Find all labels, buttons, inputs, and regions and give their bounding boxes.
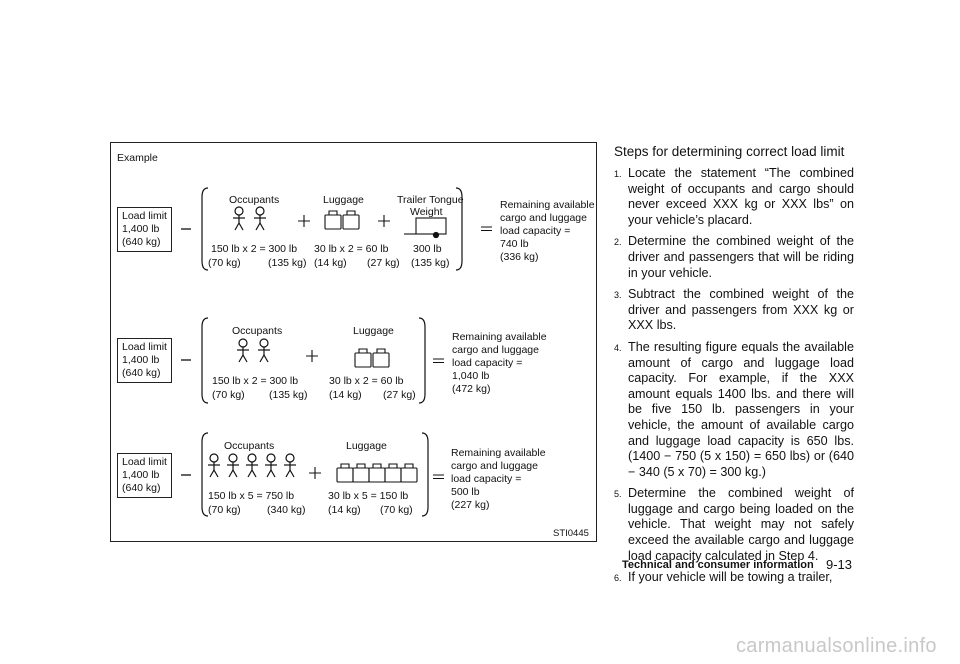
suitcase-icon — [355, 349, 371, 367]
person-icon — [246, 454, 258, 477]
step-item: 3. Subtract the combined weight of the driver and passengers from XXX kg or XXX lbs. — [614, 287, 854, 333]
close-bracket-icon — [419, 318, 425, 403]
suitcase-icon — [337, 464, 353, 482]
load-limit-lb: 1,400 lb — [122, 469, 160, 481]
plus-icon — [298, 215, 310, 227]
trailer-icon — [404, 218, 446, 238]
close-bracket-icon — [422, 433, 428, 516]
occupants-kg: (70 kg) — [208, 257, 241, 269]
load-limit-kg: (640 kg) — [122, 236, 161, 248]
suitcase-icon — [401, 464, 417, 482]
load-limit-label: Load limit — [122, 341, 167, 353]
person-icon — [254, 207, 266, 230]
luggage-calc: 30 lb x 2 = 60 lb — [314, 243, 389, 255]
step-item: 5. Determine the combined weight of luggage and cargo being loaded on the vehicle. That weight may not safely exceed the available cargo and luggage load capacity calculated in Step 4. — [614, 486, 854, 563]
luggage-label: Luggage — [346, 440, 387, 452]
load-limit-label: Load limit — [122, 210, 167, 222]
luggage-calc: 30 lb x 2 = 60 lb — [329, 375, 404, 387]
suitcase-icon — [343, 211, 359, 229]
luggage-kg: (14 kg) — [314, 257, 347, 269]
tongue-label-2: Weight — [410, 206, 443, 218]
equals-icon — [433, 359, 444, 363]
result-text-3: Remaining available cargo and luggage load capacity = 500 lb (227 kg) — [451, 447, 546, 511]
suitcase-icon — [353, 464, 369, 482]
occupants-kg: (70 kg) — [208, 504, 241, 516]
result-text-1: Remaining available cargo and luggage load capacity = 740 lb (336 kg) — [500, 199, 595, 263]
watermark: carmanualsonline.info — [736, 635, 937, 657]
person-icon — [237, 339, 249, 362]
occupants-total-kg: (135 kg) — [269, 389, 308, 401]
occupants-label: Occupants — [232, 325, 283, 337]
open-bracket-icon — [202, 318, 208, 403]
open-bracket-icon — [202, 433, 208, 516]
plus-icon — [378, 215, 390, 227]
load-limit-kg: (640 kg) — [122, 482, 161, 494]
luggage-total-kg: (27 kg) — [383, 389, 416, 401]
steps-heading: Steps for determining correct load limit — [614, 144, 845, 159]
step-item: 2. Determine the combined weight of the driver and passengers that will be riding in your vehicle. — [614, 234, 854, 280]
luggage-calc: 30 lb x 5 = 150 lb — [328, 490, 409, 502]
person-icon — [284, 454, 296, 477]
figure-code: STI0445 — [553, 528, 589, 539]
load-limit-lb: 1,400 lb — [122, 223, 160, 235]
luggage-kg: (14 kg) — [329, 389, 362, 401]
luggage-kg: (14 kg) — [328, 504, 361, 516]
tongue-lb: 300 lb — [413, 243, 442, 255]
person-icon — [265, 454, 277, 477]
footer-section: Technical and consumer information — [622, 559, 814, 571]
step-item: 6. If your vehicle will be towing a trailer, — [614, 570, 833, 585]
step-item: 1. Locate the statement “The combined weight of occupants and cargo should never exceed XXX kg or XXX lbs” on your vehicle’s placard. — [614, 166, 854, 227]
occupants-kg: (70 kg) — [212, 389, 245, 401]
occupants-calc: 150 lb x 5 = 750 lb — [208, 490, 295, 502]
occupants-label: Occupants — [224, 440, 275, 452]
occupants-calc: 150 lb x 2 = 300 lb — [212, 375, 299, 387]
luggage-label: Luggage — [353, 325, 394, 337]
plus-icon — [306, 350, 318, 362]
load-limit-kg: (640 kg) — [122, 367, 161, 379]
equals-icon — [481, 227, 492, 231]
tongue-label: Trailer Tongue — [397, 194, 464, 206]
suitcase-icon — [373, 349, 389, 367]
load-limit-label: Load limit — [122, 456, 167, 468]
person-icon — [258, 339, 270, 362]
step-item: 4. The resulting figure equals the available amount of cargo and luggage load capacity. For example, if the XXX amount equals 1400 lbs. and there will be five 150 lb. passengers in your vehicle, the amount of available cargo and luggage load capacity is 650 lbs. (1400 − 750 (5 x 150) = 650 lbs) or (640 − 340 (5 x 70) = 300 kg.) — [614, 339, 854, 479]
luggage-total-kg: (27 kg) — [367, 257, 400, 269]
load-example-figure — [110, 142, 597, 542]
person-icon — [208, 454, 220, 477]
occupants-total-kg: (340 kg) — [267, 504, 306, 516]
occupants-calc: 150 lb x 2 = 300 lb — [211, 243, 298, 255]
occupants-total-kg: (135 kg) — [268, 257, 307, 269]
luggage-total-kg: (70 kg) — [380, 504, 413, 516]
figure-graphics — [111, 143, 596, 541]
occupants-label: Occupants — [229, 194, 280, 206]
luggage-label: Luggage — [323, 194, 364, 206]
load-limit-lb: 1,400 lb — [122, 354, 160, 366]
page-number: 9-13 — [826, 557, 853, 572]
tongue-kg: (135 kg) — [411, 257, 450, 269]
steps-list — [614, 166, 854, 592]
suitcase-icon — [325, 211, 341, 229]
figure-caption: Example — [117, 152, 158, 164]
person-icon — [227, 454, 239, 477]
plus-icon — [309, 467, 321, 479]
equals-icon — [433, 475, 444, 479]
person-icon — [233, 207, 245, 230]
close-bracket-icon — [456, 188, 462, 270]
open-bracket-icon — [202, 188, 208, 270]
result-text-2: Remaining available cargo and luggage load capacity = 1,040 lb (472 kg) — [452, 331, 547, 395]
suitcase-icon — [369, 464, 385, 482]
suitcase-icon — [385, 464, 401, 482]
